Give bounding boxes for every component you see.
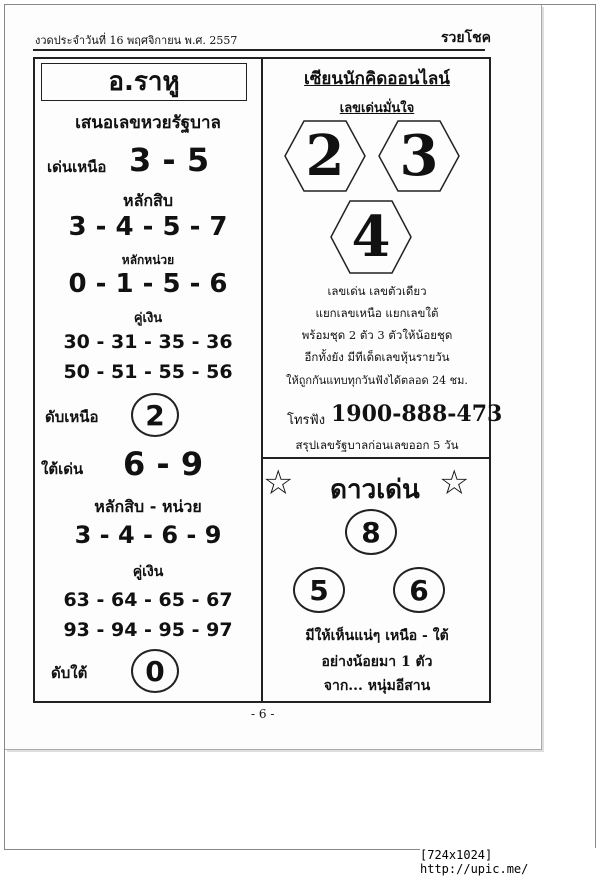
bottom-value: 6 - 9 [123,445,204,483]
hex-number-2 [377,119,461,193]
right-subtitle: เลขเด่นมั่นใจ [339,101,415,116]
note-line-2: อย่างน้อยมา 1 ตัว [321,654,433,670]
star-circle-1: 8 [345,509,397,555]
tens-value: 3 - 4 - 5 - 7 [68,212,228,242]
hex-number-3-value: 4 [351,204,391,270]
star-circle-3: 6 [393,567,445,613]
hex-number-2-value: 3 [399,123,439,189]
tens-units-value: 3 - 4 - 6 - 9 [74,521,222,549]
bottom-label: ใต้เด่น [41,460,84,478]
pairs2-row-2: 93 - 94 - 95 - 97 [63,619,233,641]
info-line-6: สรุปเลขรัฐบาลก่อนเลขออก 5 วัน [295,438,459,452]
header-rule [33,49,485,51]
hex-number-3 [329,199,413,275]
units-value: 0 - 1 - 5 - 6 [68,269,228,299]
close-bottom-label: ดับใต้ [51,664,88,682]
top-value: 3 - 5 [129,141,210,179]
info-line-3: พร้อมชุด 2 ตัว 3 ตัวให้น้อยชุด [301,328,453,342]
top-label: เด่นเหนือ [47,158,107,176]
right-section-divider [263,457,491,459]
star-left-icon: ☆ [263,463,294,503]
info-line-4: อีกทั้งยัง มีทีเด็ดเลขหุ้นรายวัน [304,350,450,364]
left-title: อ.ราหู [108,67,180,97]
scanned-page [4,4,596,850]
note-line-3: จาก... หนุ่มอีสาน [323,678,431,694]
tens-units-label: หลักสิบ - หน่วย [94,497,202,516]
watermark-link[interactable]: [724x1024] http://upic.me/ [420,848,600,876]
hex-number-1-value: 2 [305,123,345,189]
info-line-5: ให้ถูกกันแทบทุกวันฟังได้ตลอด 24 ชม. [286,374,468,387]
section-title: รวยโชค [441,30,491,46]
pairs-label: คู่เงิน [133,311,163,326]
pairs2-label: คู่เงิน [132,564,164,580]
units-label: หลักหน่วย [121,253,175,267]
pairs-row-2: 50 - 51 - 55 - 56 [63,361,233,383]
close-top-circle: 2 [131,393,179,437]
issue-date: งวดประจำวันที่ 16 พฤศจิกายน พ.ศ. 2557 [35,34,238,47]
pairs2-row-1: 63 - 64 - 65 - 67 [63,589,233,611]
info-line-1: เลขเด่น เลขตัวเดียว [327,284,427,298]
pairs-row-1: 30 - 31 - 35 - 36 [63,331,233,353]
close-top-label: ดับเหนือ [45,408,99,426]
right-title: เซียนนักคิดออนไลน์ [304,69,450,89]
phone-label: โทรฟัง [287,413,326,428]
note-line-1: มีให้เห็นแน่ๆ เหนือ - ใต้ [305,628,449,644]
left-subtitle: เสนอเลขหวยรัฐบาล [75,113,221,133]
info-line-2: แยกเลขเหนือ แยกเลขใต้ [315,306,439,320]
page-number: - 6 - [251,707,275,721]
close-bottom-circle: 0 [131,649,179,693]
magazine-sheet [5,5,542,750]
tens-label: หลักสิบ [123,191,173,210]
star-circle-2: 5 [293,567,345,613]
star-right-icon: ☆ [439,463,470,503]
star-title: ดาวเด่น [330,475,420,505]
hex-number-1 [283,119,367,193]
phone-number: 1900-888-473 [331,401,503,427]
